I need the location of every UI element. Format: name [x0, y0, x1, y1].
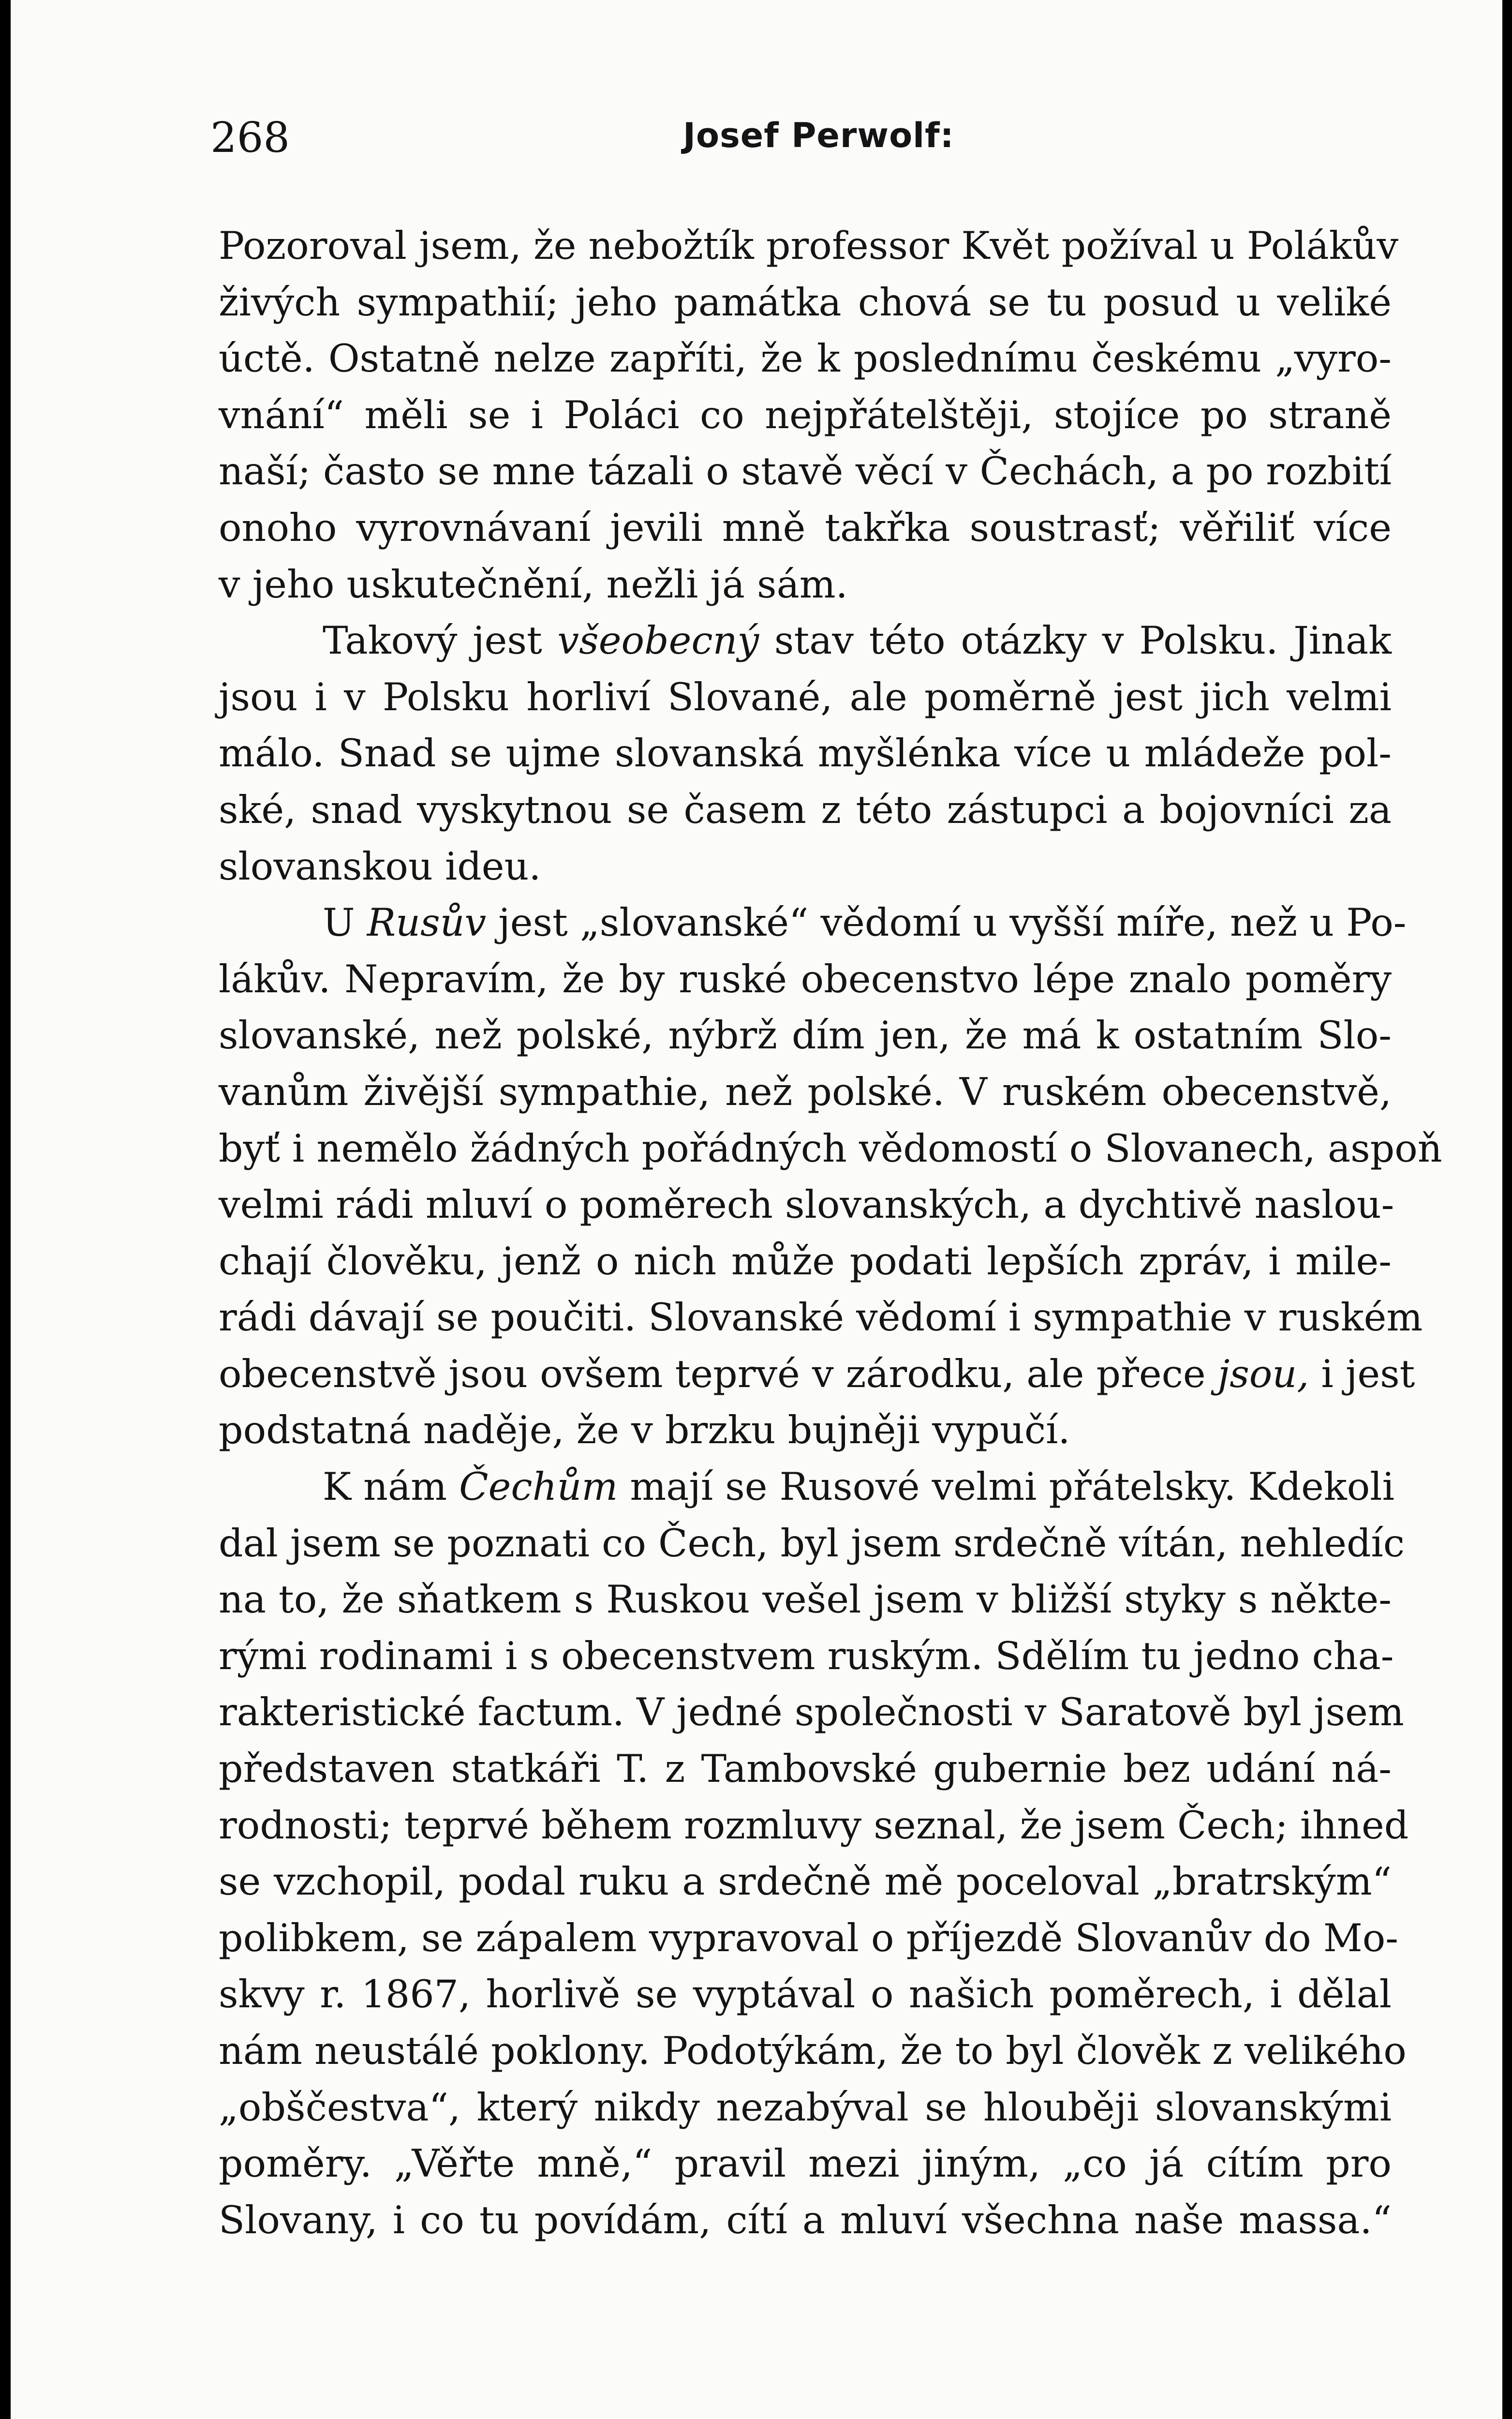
text-line: „obščestva“, který nikdy nezabýval se hlouběji slovanskými	[219, 2085, 1392, 2130]
text-line: dal jsem se poznati co Čech, byl jsem srdečně vítán, nehledíc	[219, 1521, 1405, 1566]
text-segment: Takový jest	[323, 618, 558, 663]
text-segment: jest „slovanské“ vědomí u vyšší míře, než u Po-	[486, 900, 1407, 945]
text-line: onoho vyrovnávaní jevili mně takřka soustrasť; věřiliť více	[219, 505, 1392, 550]
book-page	[11, 0, 1502, 2419]
text-line: ské, snad vyskytnou se časem z této zástupci a bojovníci za	[219, 787, 1392, 832]
text-line: rými rodinami i s obecenstvem ruským. Sdělím tu jedno cha-	[219, 1633, 1394, 1678]
text-line	[219, 1459, 1392, 1515]
text-line: chají člověku, jenž o nich může podati lepších zpráv, i mile-	[219, 1239, 1392, 1284]
text-line: polibkem, se zápalem vypravoval o příjezdě Slovanův do Mo-	[219, 1915, 1398, 1960]
text-line: slovanskou ideu.	[219, 844, 541, 889]
text-segment: mají se Rusové velmi přátelsky. Kdekoli	[618, 1464, 1394, 1509]
text-line: rakteristické factum. V jedné společnosti v Saratově byl jsem	[219, 1690, 1404, 1735]
page-header	[11, 114, 1502, 167]
text-line: vnání“ měli se i Poláci co nejpřátelštěji, stojíce po straně	[219, 392, 1392, 437]
text-segment: obecenstvě jsou ovšem teprvé v zárodku, ale přece	[219, 1351, 1218, 1396]
text-line: na to, že sňatkem s Ruskou vešel jsem v bližší styky s někte-	[219, 1577, 1392, 1622]
body-text	[219, 218, 1442, 2248]
text-line: naší; často se mne tázali o stavě věcí v Čechách, a po rozbití	[219, 449, 1392, 494]
text-line: nám neustálé poklony. Podotýkám, že to byl člověk z velikého	[219, 2029, 1407, 2073]
page-number: 268	[210, 114, 290, 162]
text-line	[219, 612, 1392, 669]
text-line: poměry. „Věřte mně,“ pravil mezi jiným, „co já cítím pro	[219, 2141, 1392, 2186]
text-line	[219, 1346, 1415, 1403]
text-segment: U	[323, 900, 367, 945]
text-line: Pozoroval jsem, že nebožtík professor Květ požíval u Polákův	[219, 224, 1398, 268]
text-line: jsou i v Polsku horliví Slované, ale poměrně jest jich velmi	[219, 674, 1392, 719]
text-line: podstatná naděje, že v brzku bujněji vypučí.	[219, 1408, 1070, 1453]
text-line	[219, 895, 1407, 951]
text-line: velmi rádi mluví o poměrech slovanských, a dychtivě naslou-	[219, 1182, 1394, 1227]
text-line: představen statkáři T. z Tambovské gubernie bez udání ná-	[219, 1747, 1392, 1792]
text-line: rádi dávají se poučiti. Slovanské vědomí i sympathie v ruském	[219, 1295, 1423, 1340]
text-line: úctě. Ostatně nelze zapříti, že k poslednímu českému „vyro-	[219, 336, 1392, 381]
text-line: v jeho uskutečnění, nežli já sám.	[219, 562, 848, 607]
text-segment: K nám	[323, 1464, 460, 1509]
text-line: slovanské, než polské, nýbrž dím jen, že má k ostatním Slo-	[219, 1013, 1392, 1058]
text-line: skvy r. 1867, horlivě se vyptával o našich poměrech, i dělal	[219, 1972, 1392, 2017]
text-line: se vzchopil, podal ruku a srdečně mě poceloval „bratrským“	[219, 1859, 1392, 1904]
text-line: lákův. Nepravím, že by ruské obecenstvo lépe znalo poměry	[219, 956, 1392, 1001]
text-line: vanům živější sympathie, než polské. V ruském obecenstvě,	[219, 1069, 1392, 1114]
text-line: živých sympathií; jeho památka chová se tu posud u veliké	[219, 280, 1392, 325]
text-line: rodnosti; teprvé během rozmluvy seznal, že jsem Čech; ihned	[219, 1803, 1409, 1848]
text-line: byť i nemělo žádných pořádných vědomostí o Slovanech, aspoň	[219, 1126, 1442, 1171]
running-head: Josef Perwolf:	[683, 116, 954, 155]
text-segment: i jest	[1309, 1351, 1415, 1396]
emphasis-text: jsou,	[1217, 1351, 1309, 1396]
text-segment: stav této otázky v Polsku. Jinak	[759, 618, 1392, 663]
text-line: Slovany, i co tu povídám, cítí a mluví všechna naše massa.“	[219, 2197, 1392, 2242]
emphasis-text: Čechům	[459, 1464, 618, 1509]
emphasis-text: všeobecný	[557, 618, 759, 663]
text-line: málo. Snad se ujme slovanská myšlénka více u mládeže pol-	[219, 731, 1392, 776]
emphasis-text: Rusův	[367, 900, 487, 945]
